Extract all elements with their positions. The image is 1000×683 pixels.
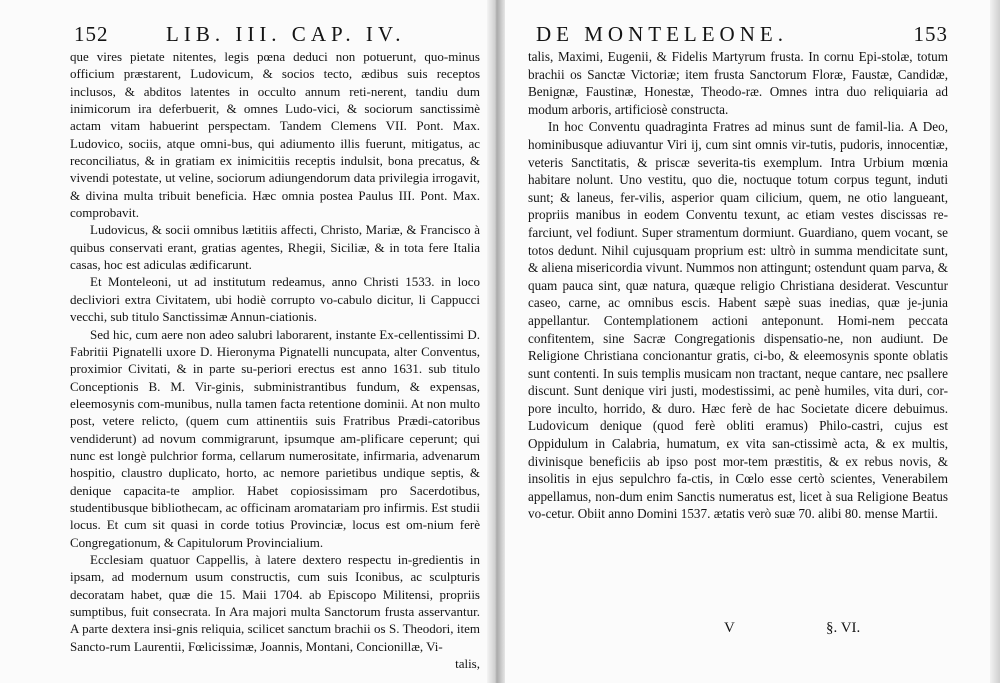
- catchword: §. VI.: [826, 620, 861, 636]
- left-page-body: [70, 48, 480, 672]
- left-paragraph-1: que vires pietate nitentes, legis pœna deduci non potuerunt, quo-minus officium præstarent, Ludovicum, & socios tecto, ædibus suis receptos inclusos, & abditos latentes in occulto annum reti-nerent, tandiu dum inimicorum ira deferbuerit, & omnes Ludo-vici, & sociorum sanctissimè actam vitam habuerint perspectam. Tandem Clemens VII. Pont. Max. Ludovico, sociis, atque omni-bus, qui adiumento illis fuerunt, mitigatus, ac reconciliatus, & in gratiam ex inimicitiis receptis indulsit, bona precatus, & vivendi potestate, ut veline, sociorum adiungendorum data privilegia irrogavit, & divina multa tribuit beneficia. Hæc omnia postea Paulus III. Pont. Max. comprobavit.: [70, 49, 480, 221]
- signature-mark: V: [724, 620, 735, 636]
- left-paragraph-2: Ludovicus, & socii omnibus lætitiis affecti, Christo, Mariæ, & Francisco à quibus conservati erant, gratias agentes, Rhegii, Siciliæ, & in tota fere Italia casas, hoc est adiculas ædificarunt.: [70, 222, 480, 273]
- left-tail-word: talis,: [455, 656, 480, 672]
- right-running-head: DE MONTELEONE.: [536, 22, 788, 46]
- right-page: [528, 0, 948, 683]
- left-paragraph-5: Ecclesiam quatuor Cappellis, à latere dextero respectu in-gredientis in ipsam, ad modernum usum constructis, cum suis Iconibus, ac sculpturis decoratam habet, quæ die 15. Maii 1704. ab Episcopo Militensi, propriis sumptibus, fuit consecrata. In Ara majori multa Sanctorum frusta asservantur. A parte dextera insi-gnis reliquia, scilicet sanctum brachii os S. Theodori, item Sancto-rum Laurentii, Fœlicissimæ, Joannis, Montani, Concionillæ, Vi-: [70, 551, 480, 654]
- right-paragraph-1: talis, Maximi, Eugenii, & Fidelis Martyrum frusta. In cornu Epi-stolæ, totum brachii os Sanctæ Victoriæ; item frusta Sanctorum Floræ, Faustæ, Candidæ, Benignæ, Faustinæ, Honestæ, Theodo-ræ. Omnes intra duo reliquiaria ad modum arboris, artificiosè constructa.: [528, 49, 948, 117]
- left-running-head: LIB. III. CAP. IV.: [166, 22, 406, 46]
- left-page-header: [70, 22, 480, 48]
- left-paragraph-3: Et Monteleoni, ut ad institutum redeamus, anno Christi 1533. in loco decliviori extra Civitatem, ubi hodiè corrupto vo-cabulo dicitur, li Cappucci vecchi, sub titulo Sanctissimæ Annun-ciationis.: [70, 274, 480, 325]
- left-paragraph-4: Sed hic, cum aere non adeo salubri laborarent, instante Ex-cellentissimi D. Fabritii Pignatelli uxore D. Hieronyma Pignatelli nuncupata, alter Conventus, proximior Civitati, & in parte su-periori erectus est anno 1631. sub titulo Conceptionis B. M. Vir-ginis, subministrantibus fundum, & expensas, eleemosynis com-munibus, nulla tamen facta retentione dominii. At non multo post, vetere relicto, (quem cum attinentiis suis Fratribus Prædi-catoribus vendiderunt) ad novum commigrarunt, ipsumque am-plificare ceperunt; qui nunc est longè pulchrior forma, cellarum numerositate, infirmaria, advenarum hospitio, claustro duplicato, horto, ac nemore parietibus undique septis, & denique capacita-te amplior. Habet copiosissimam pro Sacerdotibus, studentibusque bibliothecam, ac officinam aromatariam pro infirmis. Est studii locus. Et cum sit quasi in corde totius Provinciæ, locus est om-nium ferè Congregationum, & Capitulorum Provincialium.: [70, 326, 480, 550]
- right-page-body: [528, 48, 948, 523]
- left-page: [70, 0, 480, 683]
- page-edge: [990, 0, 1000, 683]
- right-page-number: 153: [913, 22, 948, 46]
- right-paragraph-2: In hoc Conventu quadraginta Fratres ad minus sunt de famil-lia. A Deo, hominibusque adiuvantur Viri ij, cum sint omnis vir-tutis, pudoris, innocentiæ, veteris Sanctitatis, & priscæ severita-tis exemplum. Intra Urbium mœnia habitare nolunt. Uno vestitu, quo die, noctuque totum corpus tegunt, induti sunt; & laneus, fer-vilis, asperior quam cilicium, quem, ne otio langueant, propriis manibus in eodem Conventu texunt, ac etiam vestes discissas re-farciunt, vel fodiunt. Super stramentum dormiunt. Guardiano, quem vocant, se totos dedunt. Nihil cujusquam proprium est: ultrò in summa mendicitate sunt, & aliena misericordia vivunt. Nummos non attingunt; ostendunt quam parva, & quam pauca sint, quæ natura, quæque religio Christiana desiderat. Vescuntur caseo, carne, ac omnibus escis. Habent sæpè suas inedias, quæ je-junia appellantur. Contemplationem actioni anteponunt. Homi-nem peccata confitentem, sine Sacræ Congregationis dispensatio-ne, non audiunt. De Religione Christiana concionantur gratis, ci-bo, & eleemosynis sponte oblatis sunt contenti. In suis templis musicam non tractant, neque cantare, nec psallere discunt. Sunt denique viri justi, modestissimi, ac penè humiles, vita duri, cor-pore inculto, horrido, & duro. Hæc ferè de hac Societate dicere debuimus. Ludovicum denique (quod ferè obliti eramus) Philo-castri, cujus est Oppidulum in Calabria, humatum, ex vita san-ctissimè acta, & ex multis, divinisque beneficiis ab ipso post mor-tem præstitis, & ex rebus novis, & insolitis in ejus sepulchro fa-ctis, in Cœlo esse certò scientes, Venerabilem appellamus, non-dum enim Sanctis numeratus est, licet à sua Religione Beatus vo-cetur. Obiit anno Domini 1537. ætatis verò suæ 70. alibi 80. mense Martii.: [528, 119, 948, 522]
- book-gutter: [487, 0, 505, 683]
- right-page-header: [528, 22, 948, 48]
- left-page-number: 152: [74, 22, 109, 46]
